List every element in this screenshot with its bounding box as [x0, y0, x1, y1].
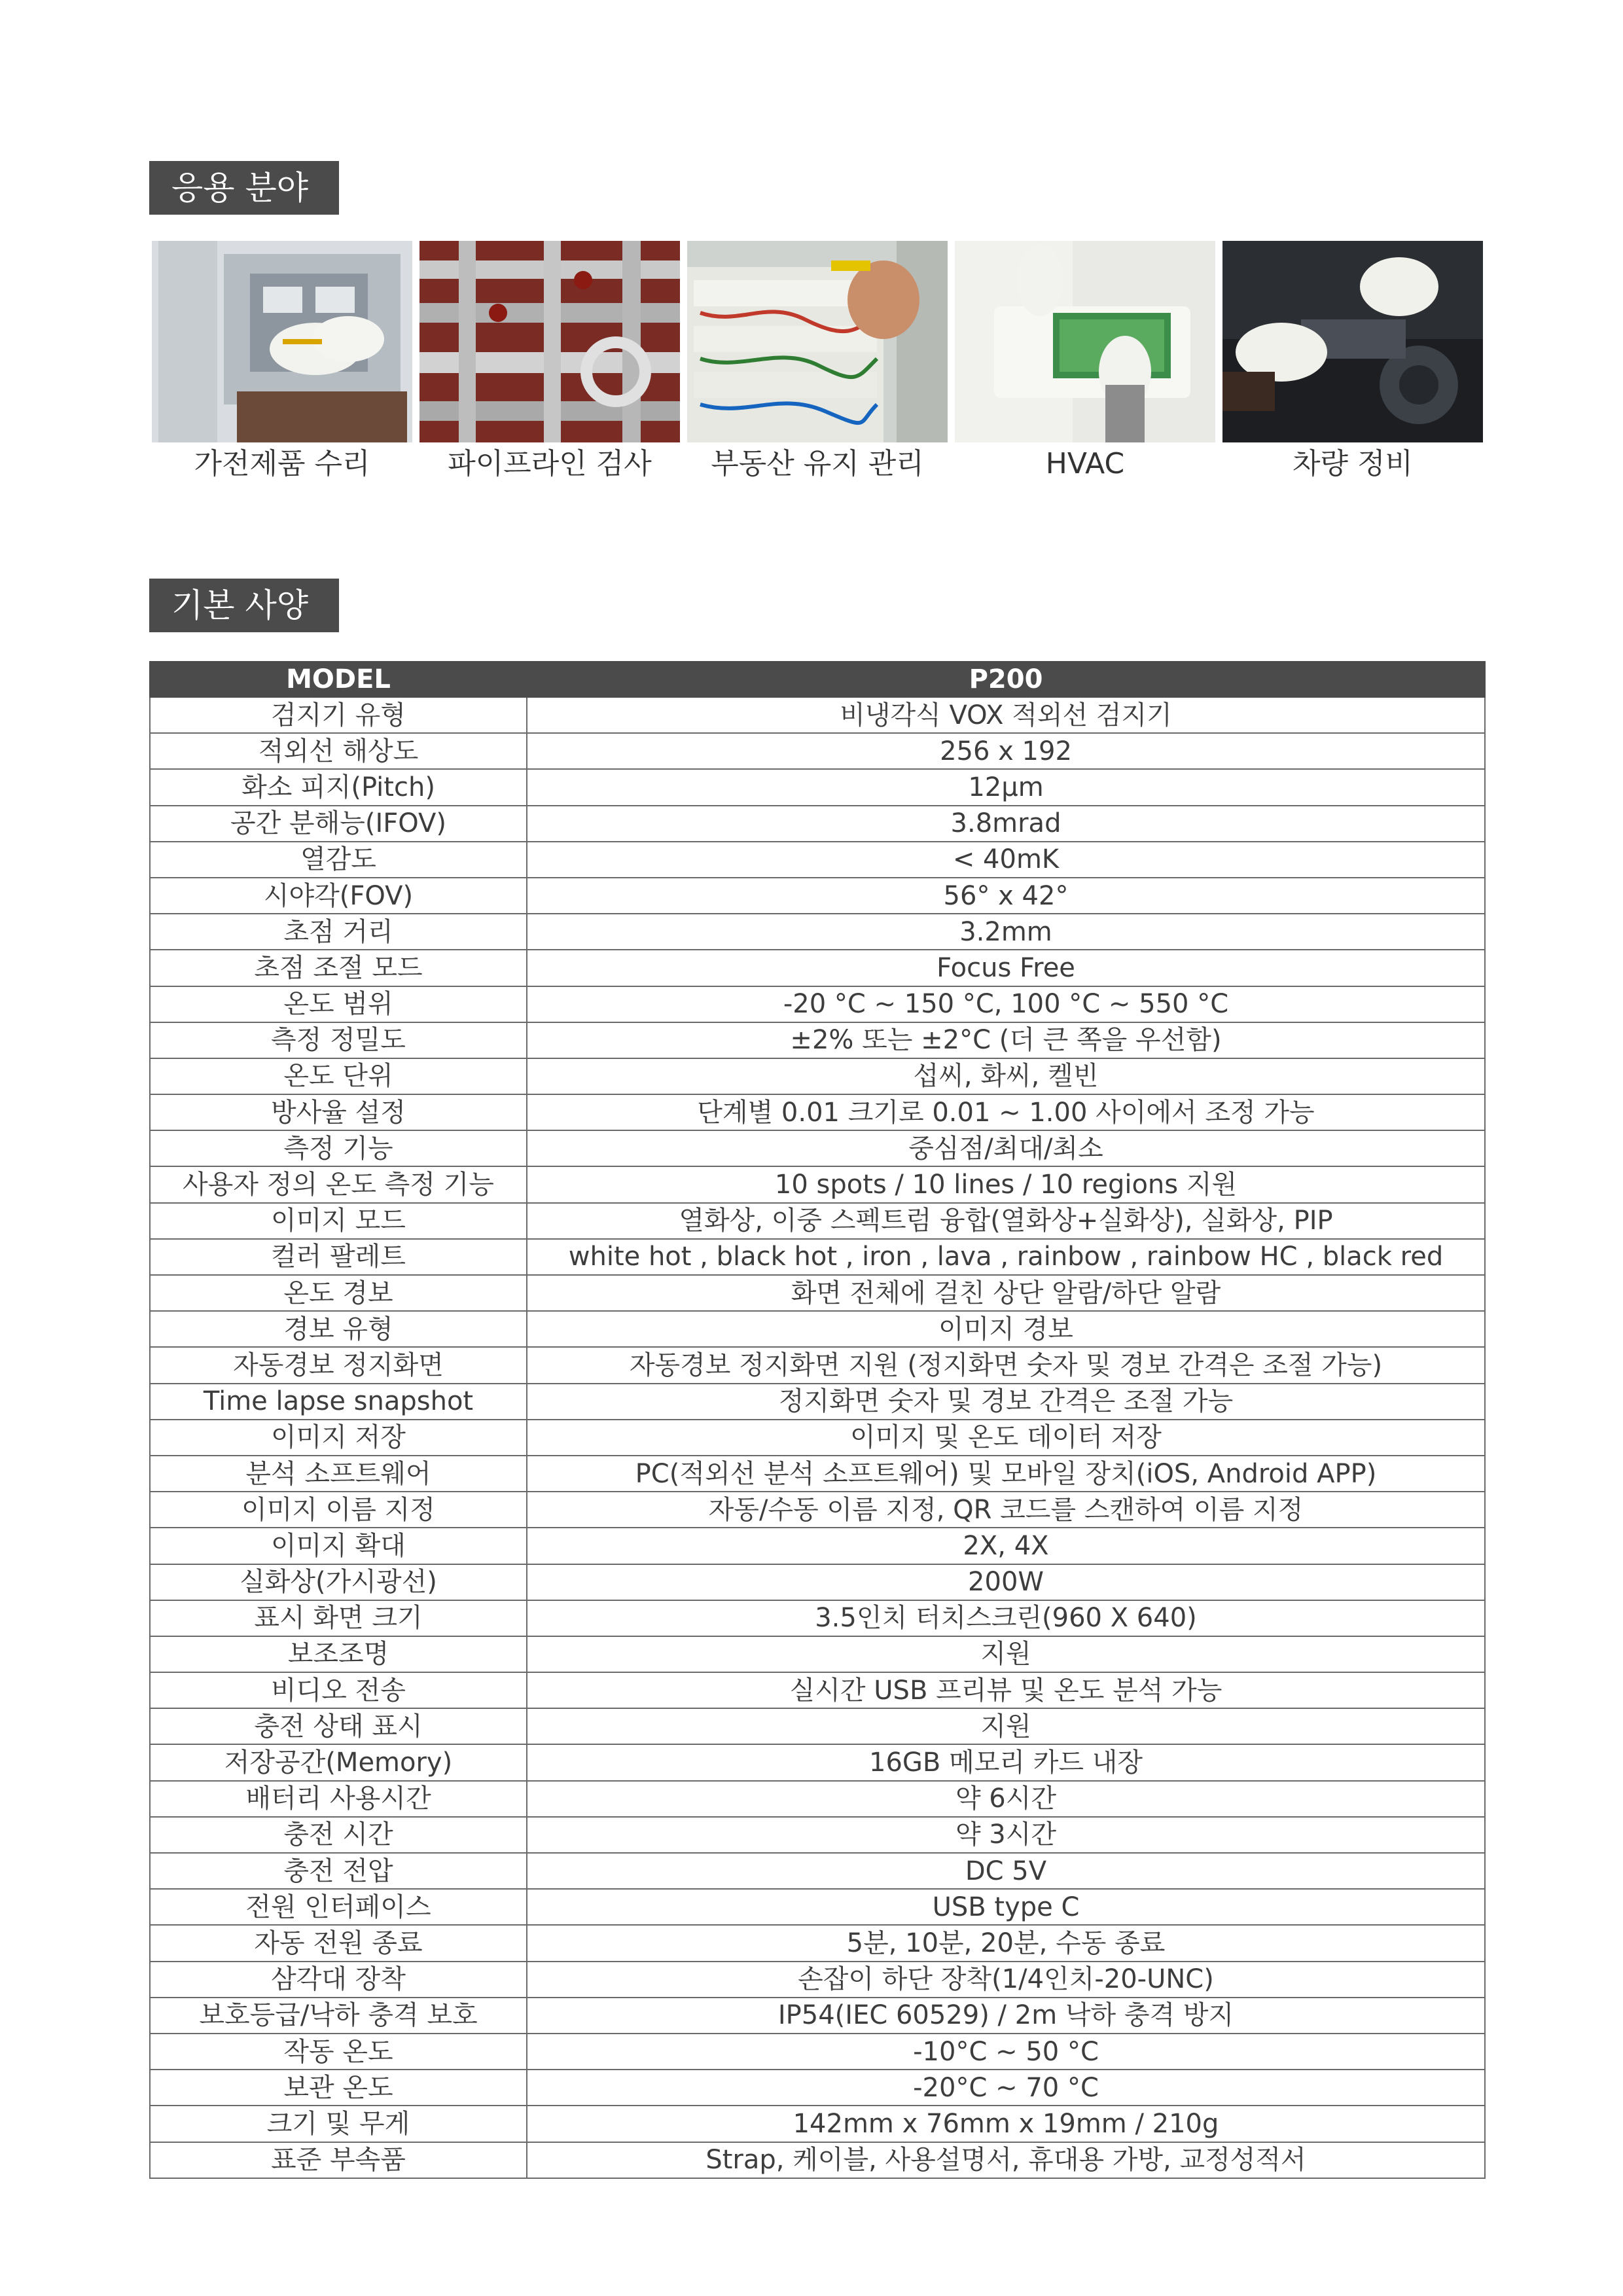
spec-label: 비디오 전송: [150, 1672, 527, 1708]
specs-section-title: 기본 사양: [149, 579, 339, 632]
spec-label: 작동 온도: [150, 2034, 527, 2070]
spec-label: 측정 기능: [150, 1130, 527, 1166]
spec-value: 실시간 USB 프리뷰 및 온도 분석 가능: [527, 1672, 1485, 1708]
applications-section-title: 응용 분야: [149, 161, 339, 215]
spec-value: Strap, 케이블, 사용설명서, 휴대용 가방, 교정성적서: [527, 2142, 1485, 2178]
spec-label: 전원 인터페이스: [150, 1889, 527, 1925]
table-row: [150, 1058, 1485, 1094]
spec-table-body: [150, 697, 1485, 2178]
table-row: [150, 1962, 1485, 1998]
vehicle-engine-photo: [1222, 241, 1483, 442]
spec-label: 온도 범위: [150, 986, 527, 1022]
table-row: [150, 878, 1485, 914]
spec-label: 표준 부속품: [150, 2142, 527, 2178]
spec-label: 적외선 해상도: [150, 733, 527, 769]
application-caption: 가전제품 수리: [194, 447, 370, 480]
spec-label: 측정 정밀도: [150, 1022, 527, 1058]
appliance-repair-photo: [152, 241, 412, 442]
spec-label: 열감도: [150, 842, 527, 878]
spec-value: 열화상, 이중 스펙트럼 융합(열화상+실화상), 실화상, PIP: [527, 1203, 1485, 1239]
spec-value: 3.5인치 터치스크린(960 X 640): [527, 1600, 1485, 1636]
spec-label: 충전 전압: [150, 1853, 527, 1889]
table-row: [150, 1166, 1485, 1202]
application-caption: 차량 정비: [1292, 447, 1413, 480]
spec-label: 이미지 저장: [150, 1420, 527, 1456]
table-row: [150, 1456, 1485, 1492]
spec-value: Focus Free: [527, 950, 1485, 986]
pipeline-photo: [419, 241, 680, 442]
spec-value: 섭씨, 화씨, 켈빈: [527, 1058, 1485, 1094]
spec-value: 중심점/최대/최소: [527, 1130, 1485, 1166]
spec-label: 화소 피지(Pitch): [150, 769, 527, 805]
spec-value: 12μm: [527, 769, 1485, 805]
spec-table: [149, 661, 1486, 2179]
spec-value: 5분, 10분, 20분, 수동 종료: [527, 1925, 1485, 1961]
spec-label: 공간 분해능(IFOV): [150, 806, 527, 842]
electrical-panel-photo: [687, 241, 948, 442]
table-row: [150, 1672, 1485, 1708]
spec-label: 충전 상태 표시: [150, 1708, 527, 1744]
spec-label: 초점 거리: [150, 914, 527, 950]
spec-value: 단계별 0.01 크기로 0.01 ~ 1.00 사이에서 조정 가능: [527, 1094, 1485, 1130]
spec-value: PC(적외선 분석 소프트웨어) 및 모바일 장치(iOS, Android APP): [527, 1456, 1485, 1492]
table-row: [150, 1022, 1485, 1058]
spec-label: 이미지 확대: [150, 1528, 527, 1564]
table-row: [150, 1889, 1485, 1925]
application-caption: HVAC: [1045, 447, 1125, 480]
table-row: [150, 733, 1485, 769]
table-row: [150, 769, 1485, 805]
table-row: [150, 986, 1485, 1022]
spec-value: 자동/수동 이름 지정, QR 코드를 스캔하여 이름 지정: [527, 1492, 1485, 1528]
spec-value: -10°C ~ 50 °C: [527, 2034, 1485, 2070]
spec-label: 보조조명: [150, 1636, 527, 1672]
spec-label: 온도 경보: [150, 1275, 527, 1311]
table-row: [150, 1347, 1485, 1383]
spec-label: Time lapse snapshot: [150, 1384, 527, 1420]
spec-label: 이미지 모드: [150, 1203, 527, 1239]
spec-value: 정지화면 숫자 및 경보 간격은 조절 가능: [527, 1384, 1485, 1420]
spec-value: white hot , black hot , iron , lava , rainbow , rainbow HC , black red: [527, 1239, 1485, 1275]
spec-value: < 40mK: [527, 842, 1485, 878]
spec-label: 자동 전원 종료: [150, 1925, 527, 1961]
spec-value: DC 5V: [527, 1853, 1485, 1889]
spec-value: 256 x 192: [527, 733, 1485, 769]
table-row: [150, 1130, 1485, 1166]
spec-value: 자동경보 정지화면 지원 (정지화면 숫자 및 경보 간격은 조절 가능): [527, 1347, 1485, 1383]
application-caption: 파이프라인 검사: [448, 447, 652, 480]
table-row: [150, 1925, 1485, 1961]
table-row: [150, 1094, 1485, 1130]
spec-label: 검지기 유형: [150, 697, 527, 733]
spec-label: 컬러 팔레트: [150, 1239, 527, 1275]
hvac-photo: [955, 241, 1215, 442]
spec-value: 2X, 4X: [527, 1528, 1485, 1564]
spec-value: 약 6시간: [527, 1781, 1485, 1817]
table-row: [150, 697, 1485, 733]
spec-value: 약 3시간: [527, 1817, 1485, 1853]
spec-label: 저장공간(Memory): [150, 1744, 527, 1780]
spec-label: 보호등급/낙하 충격 보호: [150, 1998, 527, 2034]
spec-label: 초점 조절 모드: [150, 950, 527, 986]
spec-label: 온도 단위: [150, 1058, 527, 1094]
table-row: [150, 1998, 1485, 2034]
spec-label: 충전 시간: [150, 1817, 527, 1853]
spec-header-model: P200: [527, 662, 1485, 697]
spec-label: 실화상(가시광선): [150, 1564, 527, 1600]
spec-label: 시야각(FOV): [150, 878, 527, 914]
spec-value: -20 °C ~ 150 °C, 100 °C ~ 550 °C: [527, 986, 1485, 1022]
table-row: [150, 1528, 1485, 1564]
spec-header-label: MODEL: [150, 662, 527, 697]
table-row: [150, 1744, 1485, 1780]
table-row: [150, 1781, 1485, 1817]
spec-value: ±2% 또는 ±2°C (더 큰 쪽을 우선함): [527, 1022, 1485, 1058]
spec-value: 56° x 42°: [527, 878, 1485, 914]
spec-value: 화면 전체에 걸친 상단 알람/하단 알람: [527, 1275, 1485, 1311]
spec-label: 경보 유형: [150, 1311, 527, 1347]
table-row: [150, 950, 1485, 986]
spec-label: 사용자 정의 온도 측정 기능: [150, 1166, 527, 1202]
spec-value: 3.2mm: [527, 914, 1485, 950]
table-row: [150, 806, 1485, 842]
spec-value: 손잡이 하단 장착(1/4인치-20-UNC): [527, 1962, 1485, 1998]
table-row: [150, 2106, 1485, 2142]
table-row: [150, 1311, 1485, 1347]
table-row: [150, 1239, 1485, 1275]
spec-value: USB type C: [527, 1889, 1485, 1925]
table-row: [150, 842, 1485, 878]
spec-value: 이미지 및 온도 데이터 저장: [527, 1420, 1485, 1456]
table-row: [150, 2142, 1485, 2178]
table-row: [150, 2034, 1485, 2070]
spec-label: 이미지 이름 지정: [150, 1492, 527, 1528]
spec-label: 분석 소프트웨어: [150, 1456, 527, 1492]
spec-value: 지원: [527, 1708, 1485, 1744]
spec-value: 142mm x 76mm x 19mm / 210g: [527, 2106, 1485, 2142]
spec-label: 표시 화면 크기: [150, 1600, 527, 1636]
spec-label: 방사율 설정: [150, 1094, 527, 1130]
spec-value: IP54(IEC 60529) / 2m 낙하 충격 방지: [527, 1998, 1485, 2034]
table-row: [150, 1564, 1485, 1600]
table-row: [150, 1636, 1485, 1672]
table-row: [150, 1275, 1485, 1311]
table-row: [150, 1203, 1485, 1239]
table-row: [150, 1600, 1485, 1636]
spec-value: 200W: [527, 1564, 1485, 1600]
application-caption: 부동산 유지 관리: [711, 447, 924, 480]
spec-header-row: [150, 662, 1485, 697]
table-row: [150, 1492, 1485, 1528]
spec-value: 16GB 메모리 카드 내장: [527, 1744, 1485, 1780]
spec-label: 배터리 사용시간: [150, 1781, 527, 1817]
spec-value: 이미지 경보: [527, 1311, 1485, 1347]
spec-label: 자동경보 정지화면: [150, 1347, 527, 1383]
spec-value: 3.8mrad: [527, 806, 1485, 842]
table-row: [150, 1853, 1485, 1889]
spec-value: 비냉각식 VOX 적외선 검지기: [527, 697, 1485, 733]
spec-value: 10 spots / 10 lines / 10 regions 지원: [527, 1166, 1485, 1202]
spec-label: 보관 온도: [150, 2070, 527, 2106]
table-row: [150, 1708, 1485, 1744]
spec-label: 크기 및 무게: [150, 2106, 527, 2142]
spec-value: 지원: [527, 1636, 1485, 1672]
table-row: [150, 2070, 1485, 2106]
table-row: [150, 1420, 1485, 1456]
spec-value: -20°C ~ 70 °C: [527, 2070, 1485, 2106]
table-row: [150, 914, 1485, 950]
table-row: [150, 1817, 1485, 1853]
application-photos: [152, 241, 1484, 442]
spec-label: 삼각대 장착: [150, 1962, 527, 1998]
table-row: [150, 1384, 1485, 1420]
